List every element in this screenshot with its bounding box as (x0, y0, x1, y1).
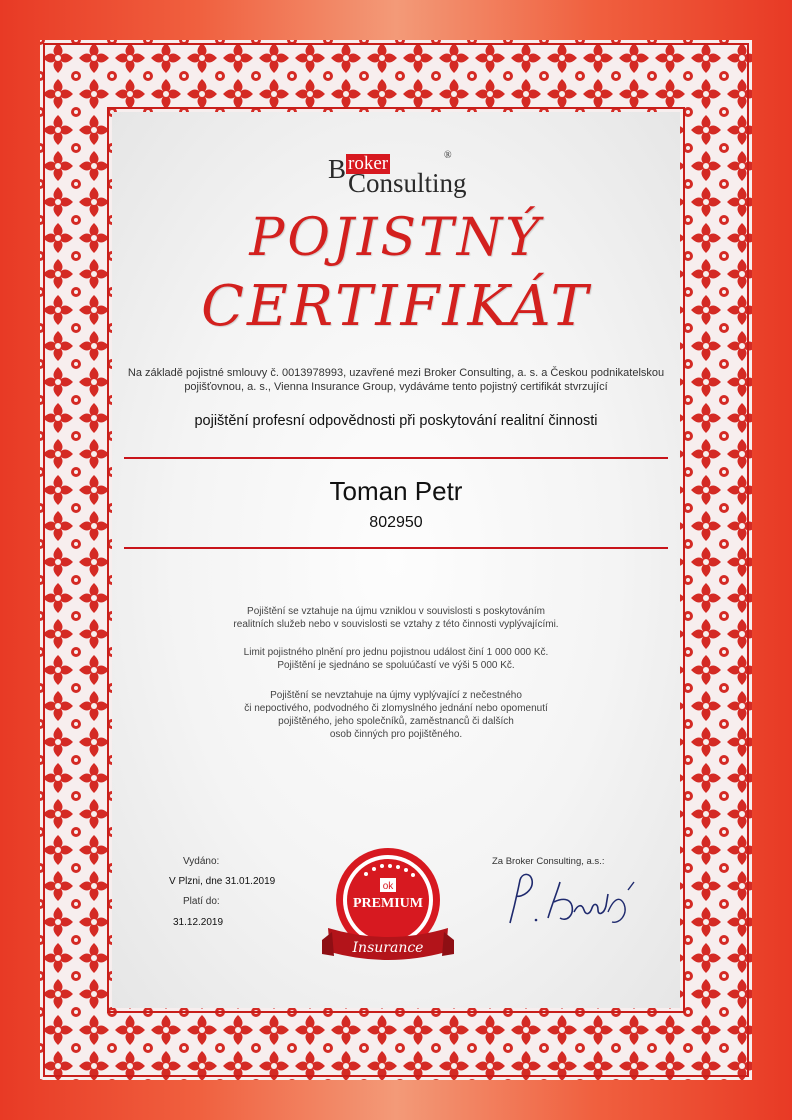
paragraph-line: osob činných pro pojištěného. (329, 729, 463, 740)
paragraph-line: realitních služeb nebo v souvislosti se vztahy z této činnosti vyplývajícími. (233, 619, 559, 630)
title-line-1: POJISTNÝ (249, 208, 543, 268)
divider-bottom (124, 547, 668, 549)
seal-ok-text: ok (382, 881, 394, 892)
paragraph-line: Pojištění je sjednáno se spoluúčastí ve výši 5 000 Kč. (277, 660, 515, 671)
intro-text (126, 366, 666, 394)
paragraph-line: Pojištění se vztahuje na újmu vzniklou v souvislosti s poskytováním (247, 606, 545, 617)
insurance-scope: pojištění profesní odpovědnosti při poskytování realitní činnosti (194, 413, 598, 429)
issued-value: V Plzni, dne 31.01.2019 (169, 876, 276, 887)
holder-code: 802950 (369, 514, 423, 531)
paragraph-line: Limit pojistného plnění pro jednu pojistnou událost činí 1 000 000 Kč. (243, 647, 549, 658)
holder-name: Toman Petr (329, 476, 463, 506)
paragraph-line: či nepoctivého, podvodného či zlomyslného jednání nebo opomenutí (244, 703, 548, 714)
divider-top (124, 457, 668, 459)
intro-line-2: pojišťovnou, a. s., Vienna Insurance Group, vydáváme tento pojistný certifikát stvrzující (184, 381, 608, 393)
signature-icon (500, 868, 650, 938)
paragraph-exclusion (176, 689, 616, 741)
broker-consulting-logo: B roker ® Consulting (328, 150, 467, 198)
paragraph-coverage (176, 605, 616, 631)
seal-premium-text: PREMIUM (353, 896, 423, 911)
valid-value: 31.12.2019 (173, 917, 224, 928)
paragraph-limit (176, 646, 616, 672)
signature-label: Za Broker Consulting, a.s.: (492, 856, 605, 867)
valid-label: Platí do: (183, 896, 220, 907)
intro-line-1: Na základě pojistné smlouvy č. 0013978993, uzavřené mezi Broker Consulting, a. s. a Českou podnikatelskou (127, 367, 665, 379)
issued-label: Vydáno: (183, 856, 220, 867)
paragraph-line: Pojištění se nevztahuje na újmy vyplývající z nečestného (270, 690, 522, 701)
paragraph-line: pojištěného, jeho společníků, zaměstnanců či dalších (278, 716, 514, 727)
seal-insurance-text: Insurance (352, 940, 424, 956)
premium-insurance-seal-icon (318, 840, 458, 980)
title-line-2: CERTIFIKÁT (201, 274, 591, 339)
